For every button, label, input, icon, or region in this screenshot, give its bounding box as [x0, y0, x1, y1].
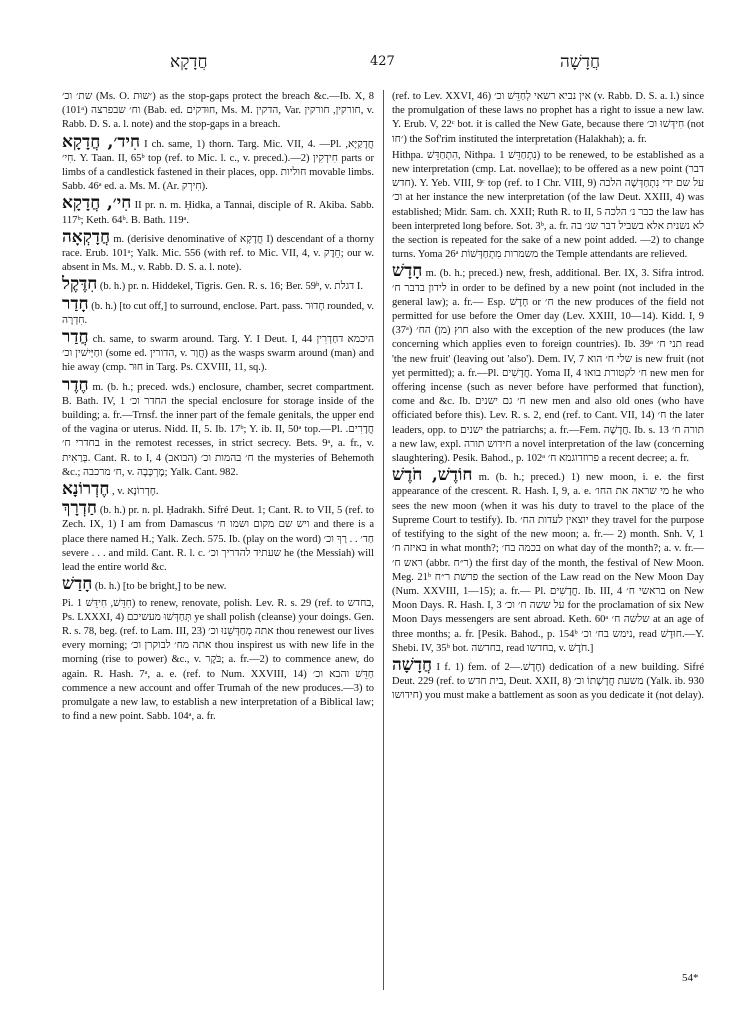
- page-header: [60, 52, 700, 80]
- entry-text: m. (b. h.; preced.) new, fresh, additional. Ber. IX, 3. Sifra introd. לידון בדבר ח׳ in order to be defined by a new point (not included in the general law); a. fr.— Esp. חָדָשׁ or ח׳ the new produces of the field not permitted for use before the Omer day (Lev. XXIII, 10—14). Kidd. I, 9 (37ᵃ) חוץ (מן) הח׳ also with the exception of the new produces (the law concerning which applies even to foreign countries). Ib. 39ᵃ תני ח׳ read 'the new fruit' (leaving out 'also'). Dem. IV, 7 שלי ח׳ הוא is new fruit (not yet permitted); a. fr.—Pl. חֲדָשִׁים. Yoma II, 4 ח׳ לקטורת בואו new men for offering incense (such as never before have performed that function), come and &c. Ib. ח׳ גם ישנים new men and also old ones (who have officiated before this). Lev. R. s. 2, end (ref. to Cant. VII, 14) ח׳ the later leaders, opp. to ישנים the patriarchs; a. fr.—Fem. חֲדָשָׁה. Ib. s. 13 תורה ח׳ a new law, expl. חידוש תורה a novel interpretation of the law (concerning slaughtering). Pesik. Bahod., p. 102ᵃ פרוזדוגמא ח׳ a recent decree; a. fr.: [392, 268, 704, 465]
- left-column: [62, 90, 374, 990]
- entry-text: m. (b. h.; preced.) 1) new moon, i. e. the first appearance of the crescent. R. Hash. I, 9, a. e. מי שראה את החו׳ he who sees the new moon (when it was his duty to travel to the place of the Supreme Court to testify). Ib. יוצאין לעדות הח׳ they travel for the purpose of testifying to the sight of the new moon; a. fr.— 2) month. Snh. V, 1 באיזה ח׳ in what month?; בכמה בח׳ on what day of the month?; a. v. fr.—ראש ח׳ (abbr. ר״ח) the first day of the month, the festival of New Moon. Meg. 21ᵇ פרשת ר״ח the section of the Law read on the New Moon Day (Num. XXVIII, 1—15); a. fr.— Pl. חֳדָשִׁים. Ib. III, 4 בראשי ח׳ on New Moon Days. R. Hash. I, 3 על ששה ח׳ וכ׳ for the proclamation of six New Moon Days messengers are sent abroad. Keth. 60ᵃ שלשה ח׳ at an age of three months; a. fr. [Pesik. Bahod., p. 154ᵇ נימש בח׳ וכ׳, read חוּדָשׁ.—Y. Shebi. IV, 35ᵇ bot. בחדשה, read בחדשו, v. חֹדֶשׁ.]: [392, 472, 704, 654]
- dictionary-entry: [62, 597, 374, 725]
- entry-text: (b. h.) pr. n. Hiddekel, Tigris. Gen. R. s. 16; Ber. 59ᵇ, v. דגלת I.: [99, 281, 363, 293]
- dictionary-entry: [392, 261, 704, 466]
- entry-headword: חוֹדֶשׁ, חֹדֶשׁ: [392, 465, 473, 486]
- entry-text: (b. h.) [to cut off,] to surround, enclose. Part. pass. חָדוּר rounded, v. חִדְרָה.: [62, 300, 374, 326]
- dictionary-entry: [62, 479, 374, 500]
- dictionary-entry: [62, 274, 374, 295]
- dictionary-entry: [62, 327, 374, 376]
- entry-headword: חַדְרָךְ: [62, 498, 97, 519]
- entry-text: שת׳ וכ׳ (Ms. O. ׳שוּת) as the stop-gaps protect the breach &c.—Ib. X, 8 (101ᵃ) וח׳ שבפרצה (Bab. ed. חוּדקים, Ms. M. הדקין, Var. חורקין, חורקין, v. Rabb. D. S. a. l. note) and the stop-gaps in a breach.: [62, 91, 374, 131]
- entry-text: m. (b. h.; preced. wds.) enclosure, chamber, secret compartment. B. Bath. IV, 1 החדר וכ׳ the special enclosure for storage inside of the building; a. fr.—Trnsf. the inner part of the female genitals, the upper end of the vagina or uterus. Nidd. II, 5. Ib. 17ᵇ; Y. ib. II, 50ᵃ top.—Pl. חֲדָרִים. בחדרי ח׳ in the remotest recesses, in strict secrecy. Bets. 9ᵃ, a. fr., v. בְּרַאִית. Cant. R. to I, 4 ח׳ בהמות וכ׳ (הבואב) the mysteries of Behemoth &c.; ח׳ מרכבה, v. מֶרְכָּבָה; Yalk. Cant. 982.: [62, 381, 374, 478]
- header-left-word: חֲדָקָא: [170, 52, 208, 72]
- dictionary-entry: [392, 465, 704, 656]
- entry-headword: חִדֶּקֶל: [62, 274, 98, 295]
- dictionary-entry: [62, 193, 374, 227]
- entry-headword: חֶדֶר: [62, 374, 89, 395]
- signature-mark: 54*: [682, 972, 699, 984]
- entry-text: , v. חֶדְרוֹנָא.: [112, 486, 159, 498]
- header-right-word: חֲדָשָׁה: [560, 52, 601, 72]
- entry-text: ch. same, to swarm around. Targ. Y. I Deut. I, 44 היכמא דחַדְרִין וחַיְּישׁין וכ׳ (some ed. הדורין, v. חֲוַר) as the wasps swarm around (man) and hie away (cmp. חוּר in Targ. Ps. CXVIII, 11, sq.).: [62, 334, 374, 374]
- entry-headword: חִיד׳, חֲדָקָא: [62, 131, 141, 152]
- dictionary-entry: [62, 374, 374, 480]
- entry-headword: חָדַר: [62, 293, 89, 314]
- dictionary-entry: [62, 131, 374, 195]
- entry-text: m. (derisive denominative of חֲדָקָא I) descendant of a thorny race. Erub. 101ᵃ; Yalk. Mic. 556 (with ref. to Mic. VII, 4, v. חֵדֶק; our w. absent in Ms. M., v. Rabb. D. S. a. l. note).: [62, 233, 374, 274]
- entry-headword: חָדָשׁ: [392, 261, 423, 282]
- entry-headword: חֲדָשָׁה: [392, 654, 433, 675]
- dictionary-entry: [62, 574, 374, 595]
- entry-text: I ch. same, 1) thorn. Targ. Mic. VII, 4. —Pl. חֲדָקַיָּא, חִי׳. Y. Taan. II, 65ᵇ top (ref. to Mic. l. c., v. preced.).—2) חִידְקִין parts or limbs of a candlestick fastened in their places, opp. חוליות movable limbs. Sabb. 46ᵃ ed. a. Ms. M. (Ar. חִירְק).: [62, 138, 374, 193]
- dictionary-entry: [62, 293, 374, 328]
- entry-text: I f. 1) fem. of חָדָשׁ.—2) dedication of a new building. Sifré Deut. 229 (ref. to בית חדש, Deut. XXII, 8) משעת חֲדָשָׁתוֹ וכ׳ (Yalk. ib. 930 חידושו) you must make a battlement as soon as you dedicate it (not delay).: [392, 661, 704, 702]
- dictionary-entry: [62, 498, 374, 575]
- dictionary-entry: [62, 226, 374, 276]
- entry-headword: חָדַשׁ: [62, 574, 93, 595]
- page-number: 427: [370, 54, 395, 69]
- entry-headword: חֲדָקְאָה: [62, 226, 111, 247]
- dictionary-entry: [392, 90, 704, 147]
- dictionary-entry: [392, 149, 704, 263]
- entry-text: Pi. חִדֵּשׁ, חִידֵּשׁ 1) to renew, renovate, polish. Lev. R. s. 29 (ref. to בחדש, Ps. LXXXI, 4) תְּחַדְּשׁוּ מעשיכם ye shall polish (cleanse) your doings. Gen. R. s. 78, beg. (ref. to Lam. III, 23) אתה מְחַדְּשֵׁנוּ וכ׳ thou renewest our lives every morning; אתה מח׳ לבוקרן וכ׳ thou inspirest us with new life in the morning (rise to power) &c., v. בֹּקֶר; a. fr.—2) to commence anew, do again. R. Hash. 7ᵃ, a. e. (ref. to Num. XXVIII, 14) חַדֵּשׁ והבא וכ׳ commence a new account and offer Trumah of the new produces.—3) to promulgate a new law, to establish a new interpretation of a Biblical law; to find a new point. Sabb. 104ᵃ, a. fr.: [62, 597, 374, 723]
- entry-text: (b. h.) pr. n. pl. Ḥadrakh. Sifré Deut. 1; Cant. R. to VII, 5 (ref. to Zech. IX, 1) I am from Damascus ויש שם מקום ושמו ח׳ and there is a place there named H.; Yalk. Zech. 575. Ib. (play on the word) חַד׳ . . רַךְ וכ׳ severe . . . and mild. Cant. R. l. c. שעתיד להדריך וכ׳ he (the Messiah) will lead the entire world &c.: [62, 505, 374, 574]
- entry-text: Hithpa. הִתְחַדֵּשׁ, Nithpa. נִתְחַדֵּשׁ 1) to be renewed, to be established as a new interpretation (cmp. Lat. novellae); to be offered as a new point (דבר חדש). Y. Yeb. VIII, 9ᶜ top (ref. to I Chr. VIII, 9) על שם ידי נִתְחַדְּשָׁה הלכה וכ׳ at her instance the new interpretation (of the law Deut. XXIII, 4) was established; Midr. Sam. ch. XXII; Ruth R. to II, 5 כבר נ׳ הלכה the law has been interpreted long before. Sot. 3ᵇ, a. fr. לא נשנית אלא בשביל דבר שנ׳ בה the section is repeated for the sake of a new point added. —2) to change turns. Yoma 26ᵃ משמרות מִתְחַדְּשׁוֹת the Temple attendants are relieved.: [392, 149, 704, 261]
- dictionary-entry: [392, 654, 704, 704]
- entry-text: (ref. to Lev. XXVI, 46) אין נביא רשאי לְחַדֵּשׁ וכ׳ (v. Rabb. D. S. a. l.) since the promulgation of these laws no prophet has a right to issue a new law. Y. Erub. V, 22ᶜ bot. it is called the New Gate, because there חִידְּשׁוּ וכ׳ (not ׳חו) the Sof'rim instituted the interpretation (Halakhah); a. fr.: [392, 91, 704, 145]
- entry-headword: חֶדְרוֹנָא: [62, 479, 110, 500]
- right-column: [392, 90, 704, 990]
- column-divider: [383, 90, 384, 990]
- dictionary-entry: [62, 90, 374, 133]
- entry-headword: חֲדַר: [62, 327, 89, 348]
- entry-text: II pr. n. m. Ḥidka, a Tannai, disciple of R. Akiba. Sabb. 117ᵇ; Keth. 64ᵇ. B. Bath. 119ᵃ.: [62, 200, 374, 226]
- entry-text: (b. h.) [to be bright,] to be new.: [94, 581, 227, 593]
- entry-headword: חִי׳, חֲדָקָא: [62, 193, 132, 214]
